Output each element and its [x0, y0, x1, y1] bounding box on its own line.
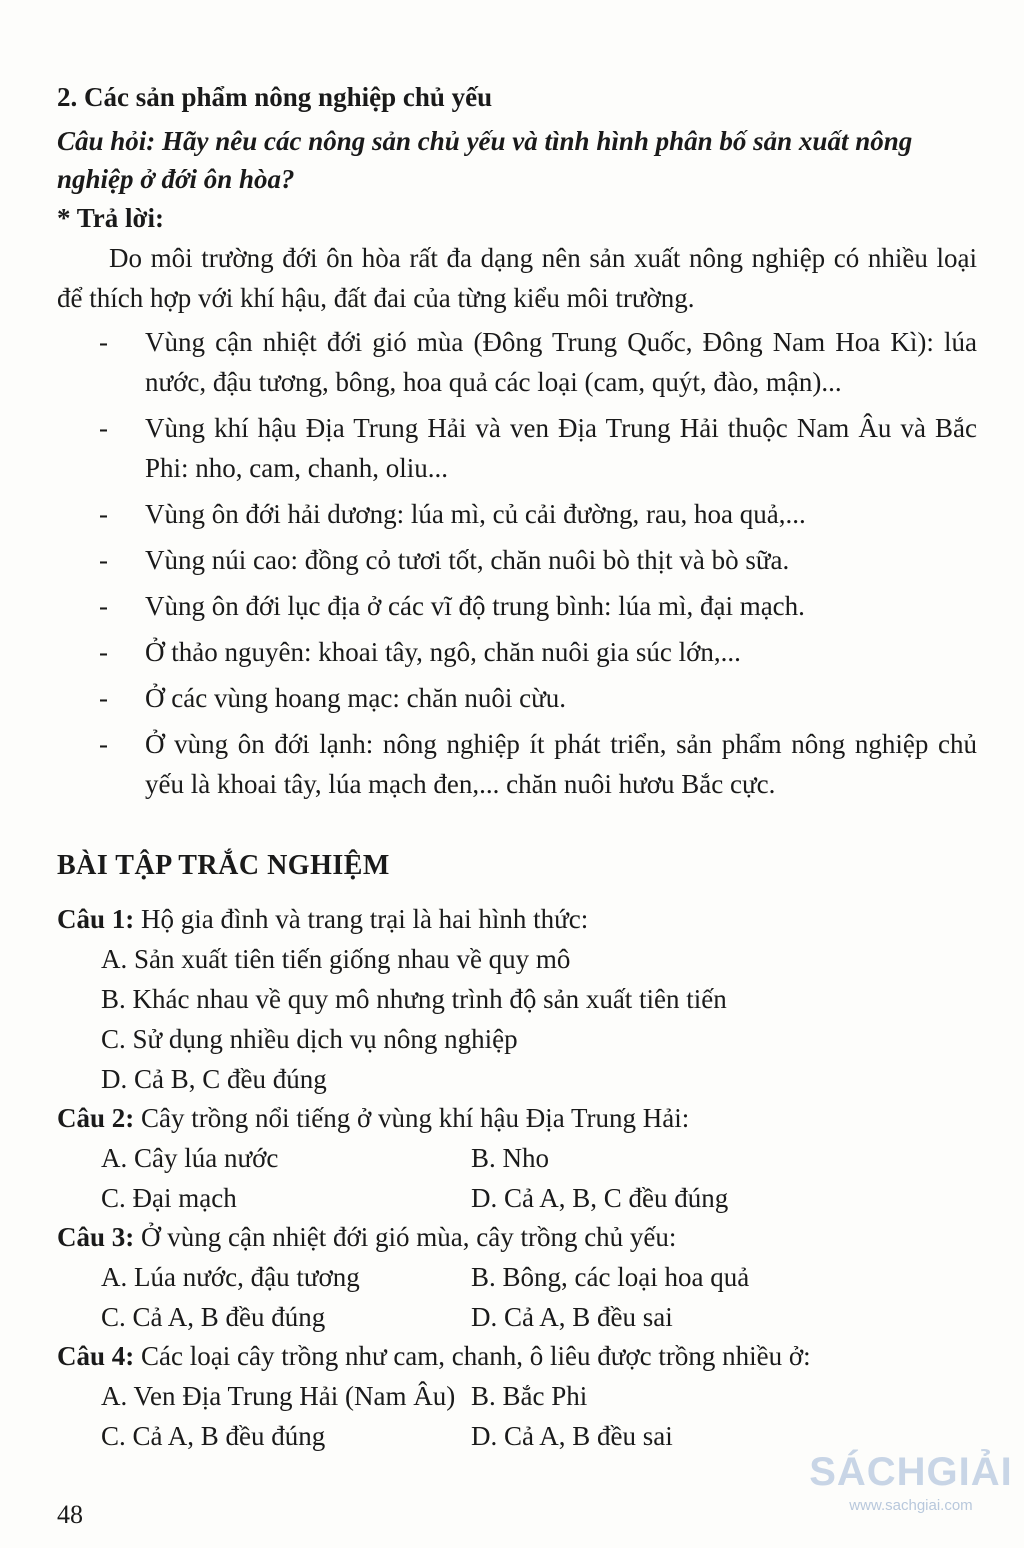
list-item: - Vùng ôn đới hải dương: lúa mì, củ cải đường, rau, hoa quả,...: [99, 499, 806, 529]
list-item: - Ở thảo nguyên: khoai tây, ngô, chăn nuôi gia súc lớn,...: [99, 637, 741, 667]
answer-label: * Trả lời:: [57, 203, 164, 233]
list-item: - Vùng ôn đới lục địa ở các vĩ độ trung bình: lúa mì, đại mạch.: [99, 591, 805, 621]
watermark-url: www.sachgiai.com: [849, 1497, 973, 1514]
quiz-question-1: Câu 1: Hộ gia đình và trang trại là hai hình thức:: [57, 904, 589, 934]
option-d: D. Cả A, B đều sai: [471, 1302, 673, 1332]
option-d: D. Cả B, C đều đúng: [101, 1064, 327, 1094]
option-a: A. Sản xuất tiên tiến giống nhau về quy mô: [101, 944, 571, 974]
quiz-options-4: [57, 1376, 977, 1456]
option-b: B. Bông, các loại hoa quả: [471, 1262, 750, 1292]
option-d: D. Cả A, B đều sai: [471, 1421, 673, 1451]
watermark-logo: SÁCHGIẢI: [809, 1450, 1013, 1494]
option-c: C. Sử dụng nhiều dịch vụ nông nghiệp: [101, 1024, 518, 1054]
section-heading: 2. Các sản phẩm nông nghiệp chủ yếu: [57, 82, 493, 112]
list-item: - Ở vùng ôn đới lạnh: nông nghiệp ít phát triển, sản phẩm nông nghiệp chủ yếu là khoai tây, lúa mạch đen,... chăn nuôi hươu Bắc cực.: [99, 729, 977, 799]
answer-list: [57, 322, 977, 804]
quiz-options-3: [57, 1257, 977, 1337]
option-b: B. Bắc Phi: [471, 1381, 588, 1411]
option-a: A. Lúa nước, đậu tương: [101, 1262, 360, 1292]
option-c: C. Đại mạch: [101, 1183, 237, 1213]
page-content: [57, 78, 977, 1456]
question-text: Câu hỏi: Hãy nêu các nông sản chủ yếu và tình hình phân bố sản xuất nông nghiệp ở đới ôn hòa?: [57, 126, 913, 194]
quiz-options-1: [57, 939, 977, 1099]
option-a: A. Cây lúa nước: [101, 1143, 279, 1173]
option-c: C. Cả A, B đều đúng: [101, 1421, 326, 1451]
page-number: 48: [57, 1500, 83, 1529]
list-item: - Vùng khí hậu Địa Trung Hải và ven Địa Trung Hải thuộc Nam Âu và Bắc Phi: nho, cam, chanh, oliu...: [99, 413, 977, 483]
intro-paragraph: Do môi trường đới ôn hòa rất đa dạng nên sản xuất nông nghiệp có nhiều loại để thích hợp với khí hậu, đất đai của từng kiểu môi trường.: [57, 243, 977, 313]
list-item: - Vùng cận nhiệt đới gió mùa (Đông Trung Quốc, Đông Nam Hoa Kì): lúa nước, đậu tương, bông, hoa quả các loại (cam, quýt, đào, mận)...: [99, 327, 977, 397]
option-a: A. Ven Địa Trung Hải (Nam Âu): [101, 1381, 456, 1411]
quiz-options-2: [57, 1138, 977, 1218]
option-d: D. Cả A, B, C đều đúng: [471, 1183, 729, 1213]
watermark: [806, 1450, 1016, 1514]
option-b: B. Khác nhau về quy mô nhưng trình độ sản xuất tiên tiến: [101, 984, 727, 1014]
list-item: - Vùng núi cao: đồng cỏ tươi tốt, chăn nuôi bò thịt và bò sữa.: [99, 545, 790, 575]
option-c: C. Cả A, B đều đúng: [101, 1302, 326, 1332]
quiz-question-2: Câu 2: Cây trồng nổi tiếng ở vùng khí hậu Địa Trung Hải:: [57, 1103, 690, 1133]
exercise-title: BÀI TẬP TRẮC NGHIỆM: [57, 850, 390, 881]
quiz-question-3: Câu 3: Ở vùng cận nhiệt đới gió mùa, cây trồng chủ yếu:: [57, 1222, 677, 1252]
option-b: B. Nho: [471, 1143, 550, 1173]
list-item: - Ở các vùng hoang mạc: chăn nuôi cừu.: [99, 683, 566, 713]
quiz-question-4: Câu 4: Các loại cây trồng như cam, chanh, ô liêu được trồng nhiều ở:: [57, 1341, 811, 1371]
